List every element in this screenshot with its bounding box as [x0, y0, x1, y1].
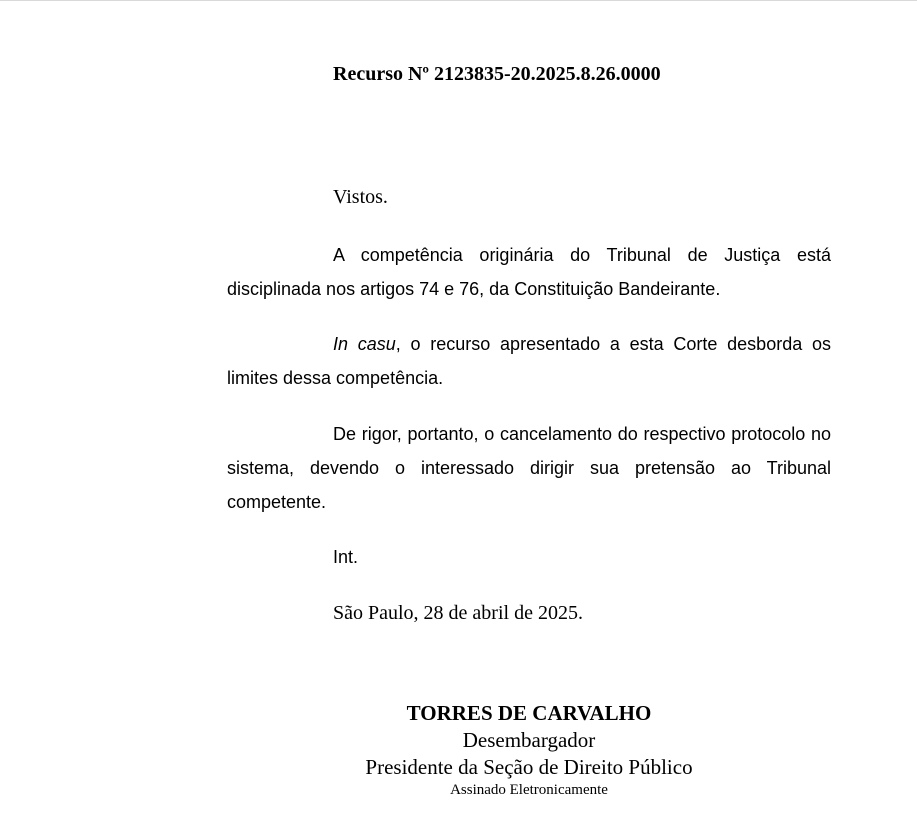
paragraph-cancellation: De rigor, portanto, o cancelamento do respectivo protocolo no sistema, devendo o interessado dirigir sua pretensão ao Tribunal competente. — [227, 424, 831, 512]
signatory-name: TORRES DE CARVALHO — [406, 701, 652, 725]
paragraph-in-casu-text: , o recurso apresentado a esta Corte desborda os limites dessa competência. — [227, 334, 831, 388]
closing-text: Int. — [333, 547, 359, 567]
signatory-role: Desembargador — [462, 728, 596, 752]
signatory-office: Presidente da Seção de Direito Público — [365, 755, 693, 779]
paragraph-jurisdiction: A competência originária do Tribunal de Justiça está disciplinada nos artigos 74 e 76, da Constituição Bandeirante. — [227, 245, 831, 299]
place-date-text: São Paulo, 28 de abril de 2025. — [333, 602, 583, 624]
in-casu-italic: In casu — [333, 334, 396, 354]
paragraph-in-casu — [227, 327, 831, 395]
greeting-text: Vistos. — [333, 186, 388, 208]
case-number-heading: Recurso Nº 2123835-20.2025.8.26.0000 — [333, 63, 661, 85]
electronic-signature-note: Assinado Eletronicamente — [450, 782, 608, 798]
